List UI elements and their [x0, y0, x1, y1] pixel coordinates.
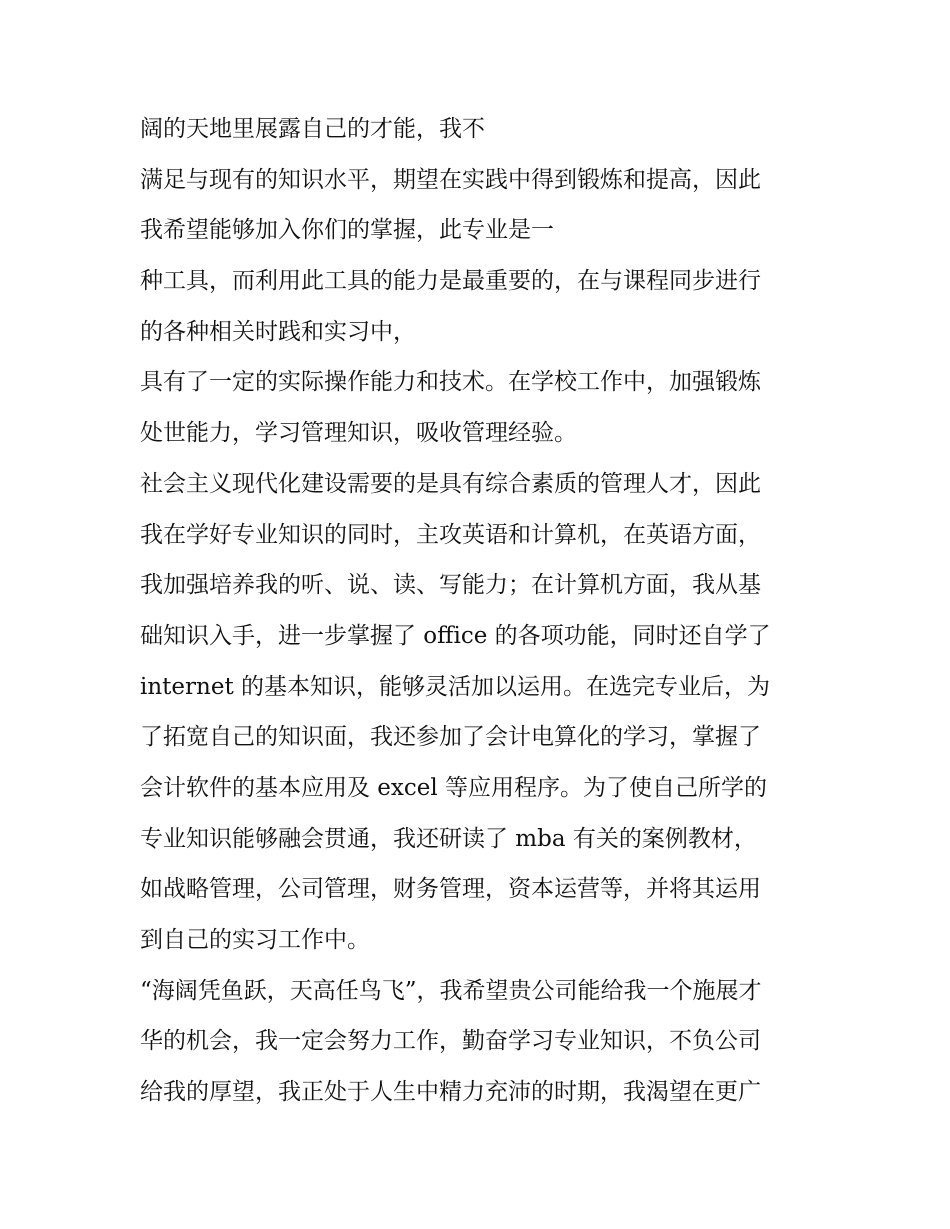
text-line: 础知识入手，进一步掌握了 office 的各项功能，同时还自学了 [140, 622, 771, 649]
text-line: 具有了一定的实际操作能力和技术。在学校工作中，加强锻炼 [140, 369, 761, 396]
text-line: 阔的天地里展露自己的才能，我不 [140, 116, 485, 142]
text-line: 到自己的实习工作中。 [140, 927, 370, 953]
document-body [140, 104, 820, 1118]
text-line: 社会主义现代化建设需要的是具有综合素质的管理人才，因此 [140, 470, 761, 497]
text-line: 种工具，而利用此工具的能力是最重要的，在与课程同步进行 [140, 268, 761, 295]
text-line: 专业知识能够融会贯通，我还研读了 mba 有关的案例教材， [140, 825, 757, 852]
text-line: 我加强培养我的听、说、读、写能力；在计算机方面，我从基 [140, 572, 761, 599]
text-line: “海阔凭鱼跃，天高任鸟飞”，我希望贵公司能给我一个施展才 [140, 977, 762, 1004]
text-line: 处世能力，学习管理知识，吸收管理经验。 [140, 420, 577, 447]
text-line: 如战略管理，公司管理，财务管理，资本运营等，并将其运用 [140, 876, 761, 903]
text-line: 给我的厚望，我正处于人生中精力充沛的时期，我渴望在更广 [140, 1079, 761, 1106]
text-line: 会计软件的基本应用及 excel 等应用程序。为了使自己所学的 [140, 774, 768, 801]
text-line: 满足与现有的知识水平，期望在实践中得到锻炼和提高，因此 [140, 166, 761, 193]
text-line: internet 的基本知识，能够灵活加以运用。在选完专业后，为 [140, 673, 770, 700]
text-line: 华的机会，我一定会努力工作，勤奋学习专业知识，不负公司 [140, 1028, 761, 1055]
text-line: 我在学好专业知识的同时，主攻英语和计算机，在英语方面， [140, 521, 761, 548]
text-line: 我希望能够加入你们的掌握，此专业是一 [140, 217, 554, 244]
text-line: 了拓宽自己的知识面，我还参加了会计电算化的学习，掌握了 [140, 724, 761, 751]
text-line: 的各种相关时践和实习中， [140, 318, 416, 345]
